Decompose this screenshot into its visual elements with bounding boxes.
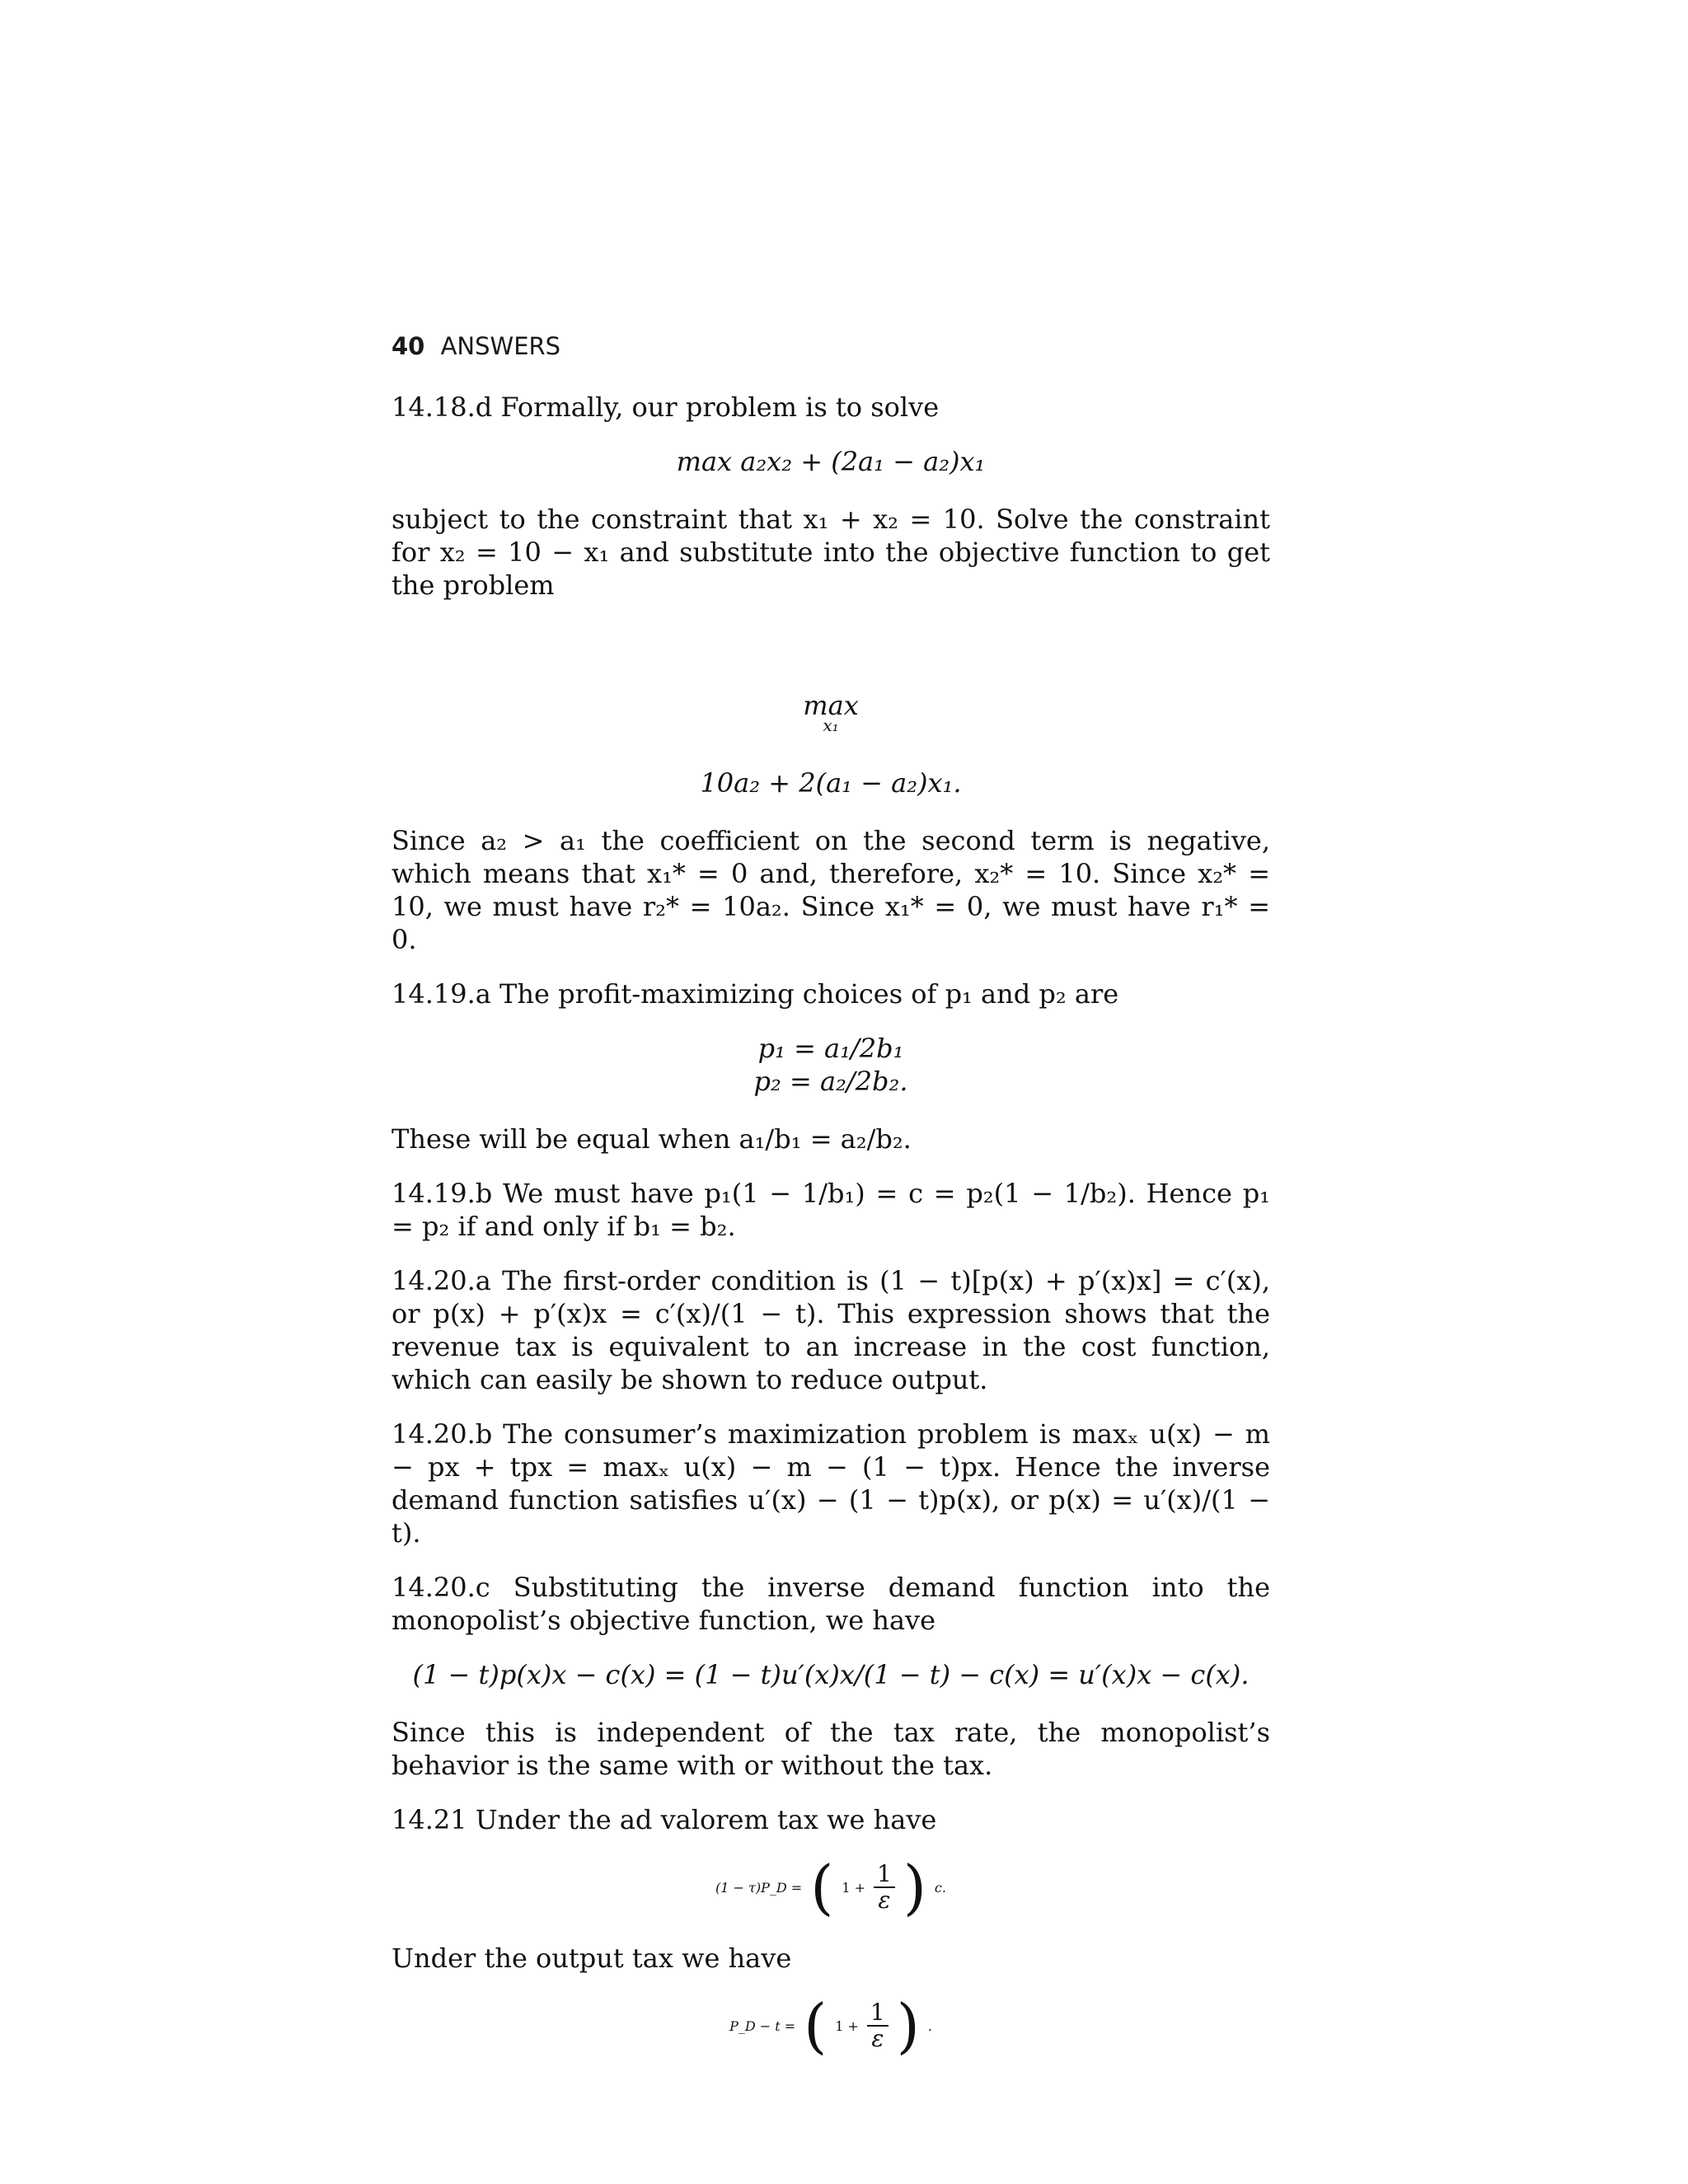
equation-objective: max a₂x₂ + (2a₁ − a₂)x₁ <box>676 446 986 477</box>
paragraph-constraint: subject to the constraint that x₁ + x₂ = 10. Solve the constraint for x₂ = 10 − x₁ and substitute into the objective function to get the problem <box>392 504 1270 601</box>
paragraph-14-20-b: 14.20.b The consumer’s maximization problem is maxₓ u(x) − m − px + tpx = maxₓ u(x) − m − (1 − t)px. Hence the inverse demand function satisfies u′(x) − (1 − t)p(x), or p(x) = u′(x)/(1 − t). <box>392 1418 1270 1549</box>
max-label: max <box>803 690 859 721</box>
equation-reduced-problem <box>392 623 1270 799</box>
paragraph-14-20-c: 14.20.c Substituting the inverse demand function into the monopolist’s objective function, we have <box>392 1572 1270 1636</box>
right-paren: ) <box>896 1991 920 2060</box>
max-subscript: x₁ <box>823 715 839 735</box>
running-header <box>392 332 560 360</box>
one-plus: 1 + <box>835 2018 859 2034</box>
page-number: 40 <box>392 332 425 360</box>
paragraph-equal-prices: These will be equal when a₁/b₁ = a₂/b₂. <box>392 1123 912 1155</box>
paragraph-14-19-a: 14.19.a The profit-maximizing choices of p₁ and p₂ are <box>392 978 1119 1010</box>
ad-valorem-lhs: (1 − τ)P_D = <box>715 1879 803 1896</box>
paragraph-14-18-d-intro: 14.18.d Formally, our problem is to solve <box>392 391 940 423</box>
one-plus: 1 + <box>842 1879 865 1896</box>
equation-ad-valorem <box>392 1853 1270 1922</box>
equation-monopolist-objective: (1 − t)p(x)x − c(x) = (1 − t)u′(x)x/(1 − t) − c(x) = u′(x)x − c(x). <box>412 1659 1250 1690</box>
fraction-numerator: 1 <box>867 2000 889 2027</box>
right-paren: ) <box>903 1853 926 1922</box>
paragraph-14-21: 14.21 Under the ad valorem tax we have <box>392 1804 937 1835</box>
output-tax-lhs: P_D − t = <box>729 2018 796 2034</box>
fraction-denominator: ε <box>871 2025 884 2052</box>
page-body <box>392 391 1270 2080</box>
paragraph-output-tax: Under the output tax we have <box>392 1943 792 1974</box>
output-tax-rhs: . <box>927 2018 932 2034</box>
fraction-numerator: 1 <box>874 1862 895 1888</box>
equation-prices: p₁ = a₁/2b₁ p₂ = a₂/2b₂. <box>753 1033 908 1097</box>
max-operator <box>803 656 858 766</box>
paragraph-14-19-b: 14.19.b We must have p₁(1 − 1/b₁) = c = p₂(1 − 1/b₂). Hence p₁ = p₂ if and only if b₁ = b₂. <box>392 1178 1270 1242</box>
fraction-one-over-epsilon <box>874 1862 895 1913</box>
left-paren: ( <box>804 1991 828 2060</box>
left-paren: ( <box>810 1853 834 1922</box>
paragraph-14-20-a: 14.20.a The first-order condition is (1 − t)[p(x) + p′(x)x] = c′(x), or p(x) + p′(x)x = c′(x)/(1 − t). This expression shows that the revenue tax is equivalent to an increase in the cost function, which can easily be shown to reduce output. <box>392 1265 1270 1395</box>
paragraph-tax-independence: Since this is independent of the tax rate, the monopolist’s behavior is the same with or without the tax. <box>392 1717 1270 1781</box>
ad-valorem-rhs: c. <box>934 1879 946 1896</box>
fraction-one-over-epsilon <box>867 2000 889 2051</box>
running-title: ANSWERS <box>440 332 561 360</box>
equation-output-tax <box>392 1991 1270 2060</box>
fraction-denominator: ε <box>878 1886 891 1914</box>
reduced-objective: 10a₂ + 2(a₁ − a₂)x₁. <box>700 767 962 799</box>
paragraph-coefficient: Since a₂ > a₁ the coefficient on the second term is negative, which means that x₁* = 0 and, therefore, x₂* = 10. Since x₂* = 10, we must have r₂* = 10a₂. Since x₁* = 0, we must have r₁* = 0. <box>392 825 1270 955</box>
